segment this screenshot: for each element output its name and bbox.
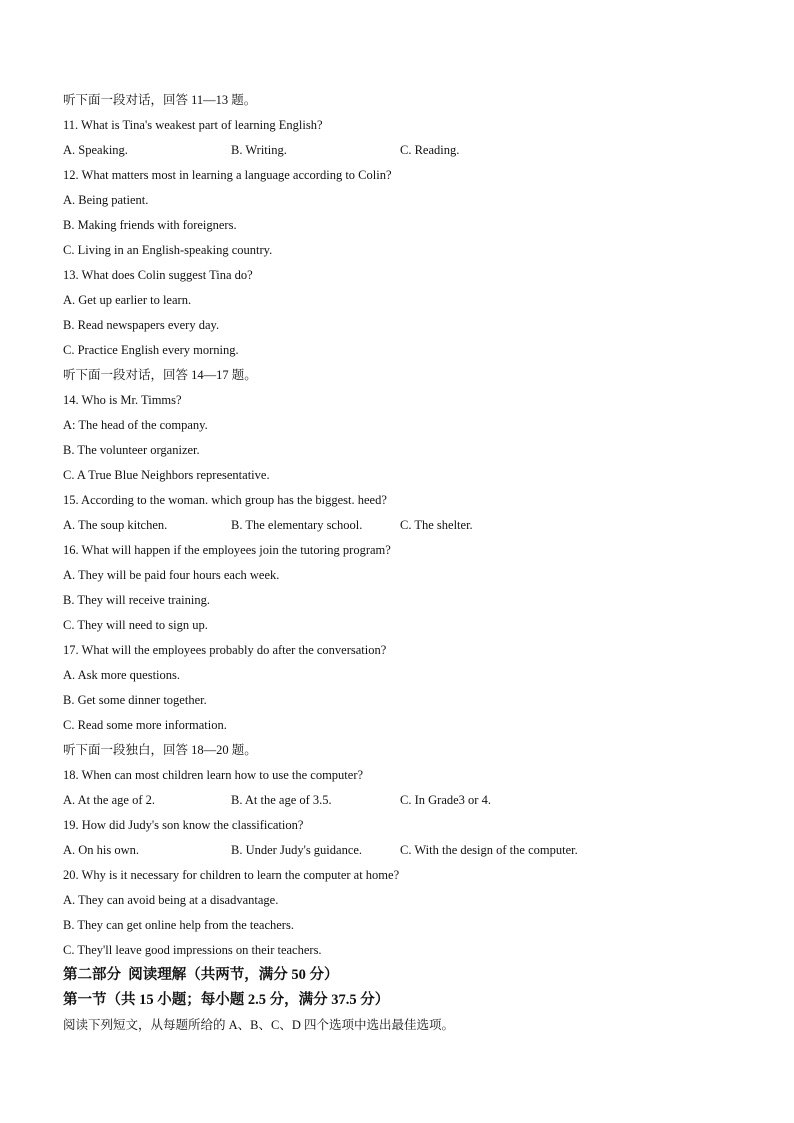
question-18-options	[63, 788, 743, 813]
option-c: C. They will need to sign up.	[63, 618, 208, 632]
option-c: C. In Grade3 or 4.	[400, 793, 491, 807]
question-15-stem: 15. According to the woman. which group has the biggest. heed?	[63, 493, 387, 507]
exam-page	[63, 88, 743, 1038]
option-a: A. Ask more questions.	[63, 668, 181, 682]
question-20-stem: 20. Why is it necessary for children to learn the computer at home?	[63, 868, 400, 882]
option-b: B. They will receive training.	[63, 593, 210, 607]
question-18-stem: 18. When can most children learn how to use the computer?	[63, 768, 364, 782]
question-11-stem: 11. What is Tina's weakest part of learning English?	[63, 118, 323, 132]
option-b: B. At the age of 3.5.	[231, 793, 332, 807]
question-13-stem: 13. What does Colin suggest Tina do?	[63, 268, 253, 282]
question-16-stem: 16. What will happen if the employees join the tutoring program?	[63, 543, 391, 557]
section-1-title: 第一节（共 15 小题；每小题 2.5 分，满分 37.5 分）	[63, 992, 390, 1008]
section-intro-14-17: 听下面一段对话，回答 14—17 题。	[63, 368, 257, 382]
option-a: A. At the age of 2.	[63, 793, 155, 807]
question-17-stem: 17. What will the employees probably do after the conversation?	[63, 643, 387, 657]
option-c: C. Practice English every morning.	[63, 343, 239, 357]
question-11-options	[63, 138, 743, 163]
option-a: A. The soup kitchen.	[63, 518, 168, 532]
option-b: B. Get some dinner together.	[63, 693, 207, 707]
reading-instruction: 阅读下列短文，从每题所给的 A、B、C、D 四个选项中选出最佳选项。	[63, 1018, 454, 1032]
option-a: A. They will be paid four hours each week.	[63, 568, 280, 582]
question-19-options	[63, 838, 743, 863]
option-b: B. They can get online help from the teachers.	[63, 918, 294, 932]
option-b: B. Writing.	[231, 143, 287, 157]
section-intro-18-20: 听下面一段独白，回答 18—20 题。	[63, 743, 257, 757]
option-a: A: The head of the company.	[63, 418, 208, 432]
question-15-options	[63, 513, 743, 538]
option-c: C. Read some more information.	[63, 718, 227, 732]
question-19-stem: 19. How did Judy's son know the classification?	[63, 818, 304, 832]
question-14-stem: 14. Who is Mr. Timms?	[63, 393, 182, 407]
section-intro-11-13: 听下面一段对话，回答 11—13 题。	[63, 93, 257, 107]
option-a: A. Get up earlier to learn.	[63, 293, 192, 307]
option-b: B. The elementary school.	[231, 518, 363, 532]
option-c: C. The shelter.	[400, 518, 473, 532]
option-b: B. Making friends with foreigners.	[63, 218, 237, 232]
question-12-stem: 12. What matters most in learning a language according to Colin?	[63, 168, 392, 182]
part-2-title: 第二部分 阅读理解（共两节，满分 50 分）	[63, 967, 339, 983]
option-c: C. Living in an English-speaking country.	[63, 243, 273, 257]
option-a: A. They can avoid being at a disadvantage.	[63, 893, 279, 907]
option-c: C. With the design of the computer.	[400, 843, 578, 857]
option-c: C. Reading.	[400, 143, 460, 157]
option-b: B. Read newspapers every day.	[63, 318, 220, 332]
option-c: C. They'll leave good impressions on their teachers.	[63, 943, 322, 957]
option-a: A. On his own.	[63, 843, 140, 857]
option-c: C. A True Blue Neighbors representative.	[63, 468, 270, 482]
option-b: B. The volunteer organizer.	[63, 443, 200, 457]
option-b: B. Under Judy's guidance.	[231, 843, 363, 857]
option-a: A. Being patient.	[63, 193, 149, 207]
option-a: A. Speaking.	[63, 143, 128, 157]
